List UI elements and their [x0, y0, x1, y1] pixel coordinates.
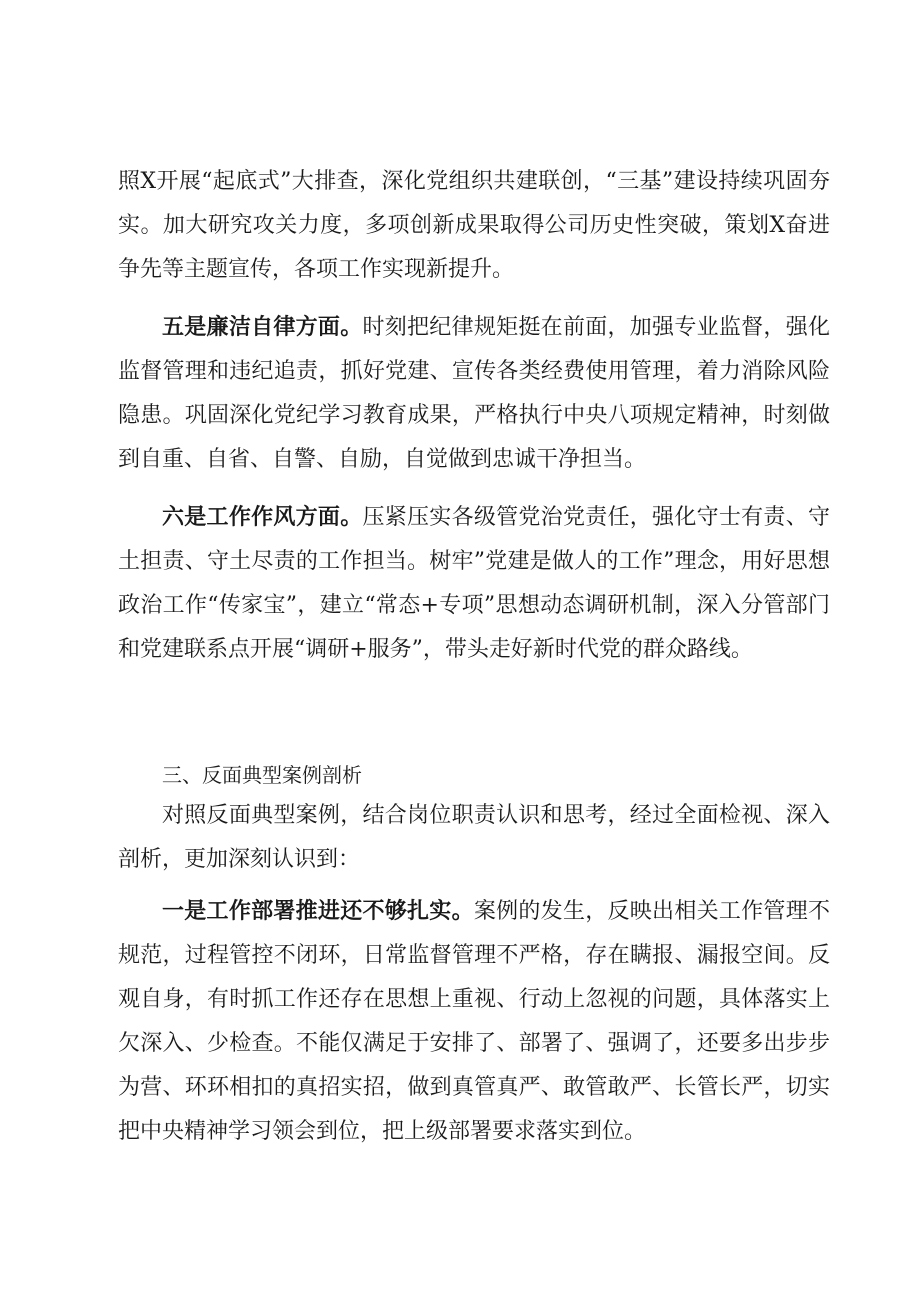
section-body: 压紧压实各级管党治党责任，强化守士有责、守土担责、守土尽责的工作担当。树牢”党建是做人的工作”理念，用好思想政治工作“传家宝”，建立“常态+专项”思想动态调研机制，深入分管部门和党建联系点开展“调研+服务”，带头走好新时代党的群众路线。	[118, 505, 830, 662]
paragraph-text: 照X开展“起底式”大排查，深化党组织共建联创，“三基”建设持续巩固夯实。加大研究攻关力度，多项创新成果取得公司历史性突破，策划X奋进争先等主题宣传，各项工作实现新提升。	[118, 169, 830, 282]
intro-text: 对照反面典型案例，结合岗位职责认识和思考，经过全面检视、深入剖析，更加深刻认识到：	[118, 803, 830, 872]
paragraph-section-six	[118, 496, 830, 672]
paragraph-point-one	[118, 890, 830, 1154]
section-lead: 六是工作作风方面。	[162, 505, 363, 530]
point-body: 案例的发生，反映出相关工作管理不规范，过程管控不闭环，日常监督管理不严格，存在瞒报、漏报空间。反观自身，有时抓工作还存在思想上重视、行动上忽视的问题，具体落实上欠深入、少检查。不能仅满足于安排了、部署了、强调了，还要多出步步为营、环环相扣的真招实招，做到真管真严、敢管敢严、长管长严，切实把中央精神学习领会到位，把上级部署要求落实到位。	[118, 899, 830, 1144]
paragraph-section-five	[118, 306, 830, 482]
point-lead: 一是工作部署推进还不够扎实。	[162, 899, 474, 924]
section-lead: 五是廉洁自律方面。	[162, 315, 363, 340]
section-body: 时刻把纪律规矩挺在前面，加强专业监督，强化监督管理和违纪追责，抓好党建、宣传各类经费使用管理，着力消除风险隐患。巩固深化党纪学习教育成果，严格执行中央八项规定精神，时刻做到自重、自省、自警、自励，自觉做到忠诚干净担当。	[118, 315, 830, 472]
paragraph-continuation	[118, 160, 830, 292]
paragraph-intro	[118, 794, 830, 882]
section-heading: 三、反面典型案例剖析	[162, 763, 362, 787]
